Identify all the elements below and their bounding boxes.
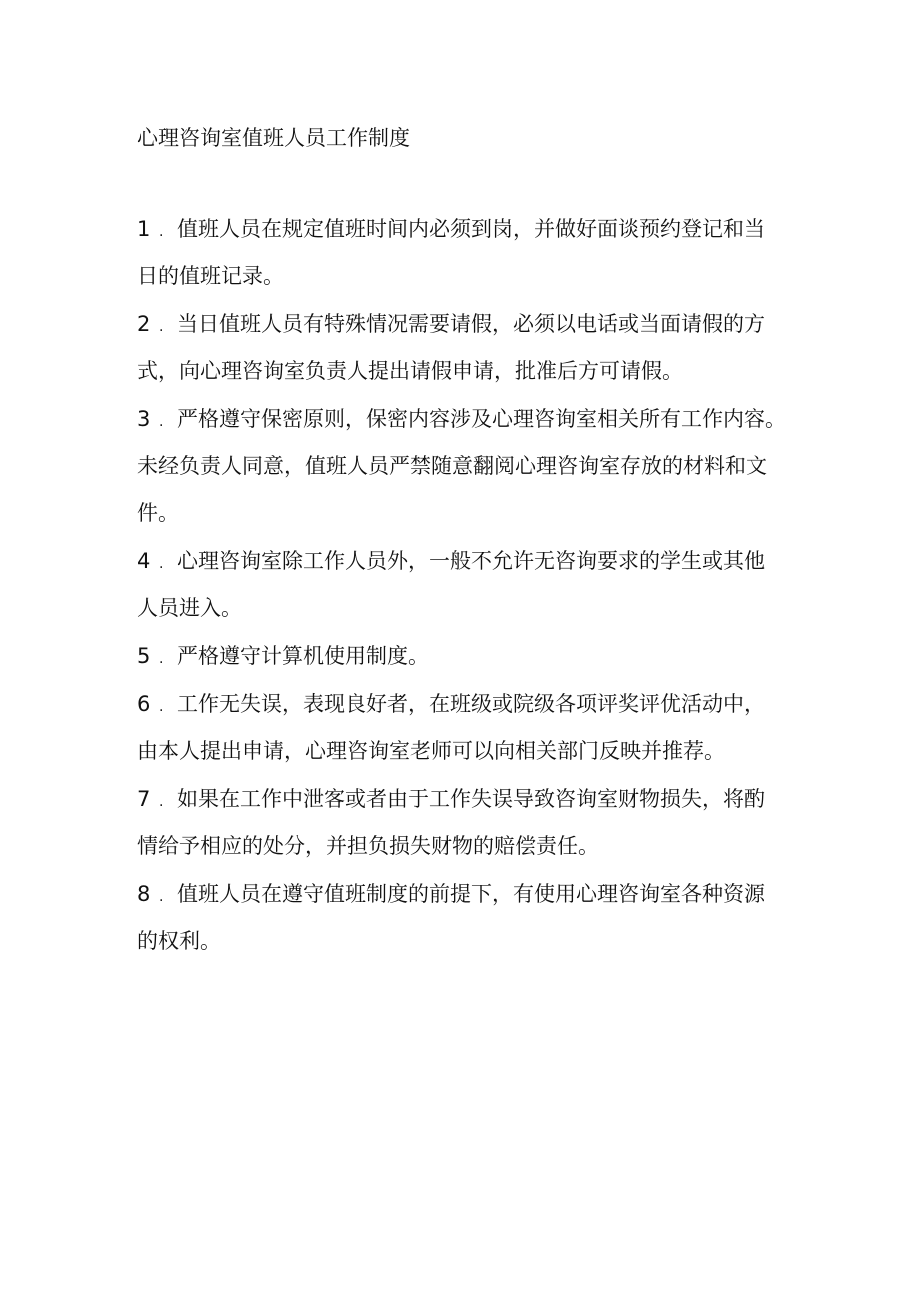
rule-number: 7 <box>137 787 151 811</box>
rule-text-line: 的权利。 <box>137 929 221 953</box>
rule-text-line: 由本人提出申请，心理咨询室老师可以向相关部门反映并推荐。 <box>137 739 725 763</box>
rule-number: 8 <box>137 882 151 906</box>
rule-item-5: 5 . 严格遵守计算机使用制度。 <box>137 637 817 675</box>
rule-text-line: 日的值班记录。 <box>137 264 284 288</box>
rule-text-line: 心理咨询室除工作人员外，一般不允许无咨询要求的学生或其他 <box>177 549 765 573</box>
document-title: 心理咨询室值班人员工作制度 <box>137 126 410 150</box>
rule-item-4: 4 . 心理咨询室除工作人员外，一般不允许无咨询要求的学生或其他 人员进入。 <box>137 542 817 627</box>
rule-text-line: 值班人员在规定值班时间内必须到岗，并做好面谈预约登记和当 <box>177 217 765 241</box>
rules-list <box>137 210 817 970</box>
rule-number: 2 <box>137 312 151 336</box>
rule-text-line: 如果在工作中泄客或者由于工作失误导致咨询室财物损失，将酌 <box>177 787 765 811</box>
rule-text-line: 值班人员在遵守值班制度的前提下，有使用心理咨询室各种资源 <box>177 882 765 906</box>
rule-text-line: 当日值班人员有特殊情况需要请假，必须以电话或当面请假的方 <box>177 312 765 336</box>
rule-item-3: 3 . 严格遵守保密原则，保密内容涉及心理咨询室相关所有工作内容。 未经负责人同意，值班人员严禁随意翻阅心理咨询室存放的材料和文 件。 <box>137 400 817 532</box>
rule-item-6: 6 . 工作无失误，表现良好者，在班级或院级各项评奖评优活动中， 由本人提出申请，心理咨询室老师可以向相关部门反映并推荐。 <box>137 685 817 770</box>
rule-text-line: 情给予相应的处分，并担负损失财物的赔偿责任。 <box>137 834 599 858</box>
rule-number: 5 <box>137 644 151 668</box>
rule-item-2: 2 . 当日值班人员有特殊情况需要请假，必须以电话或当面请假的方 式，向心理咨询室负责人提出请假申请，批准后方可请假。 <box>137 305 817 390</box>
rule-number: 4 <box>137 549 151 573</box>
rule-text-line: 人员进入。 <box>137 596 242 620</box>
rule-number: 1 <box>137 217 151 241</box>
rule-item-1: 1 . 值班人员在规定值班时间内必须到岗，并做好面谈预约登记和当 日的值班记录。 <box>137 210 817 295</box>
rule-number: 3 <box>137 407 151 431</box>
rule-text-line: 工作无失误，表现良好者，在班级或院级各项评奖评优活动中， <box>177 692 765 716</box>
rule-item-7: 7 . 如果在工作中泄客或者由于工作失误导致咨询室财物损失，将酌 情给予相应的处分，并担负损失财物的赔偿责任。 <box>137 780 817 865</box>
rule-text-line: 严格遵守计算机使用制度。 <box>177 644 429 668</box>
rule-text-line: 未经负责人同意，值班人员严禁随意翻阅心理咨询室存放的材料和文 <box>137 454 767 478</box>
rule-item-8: 8 . 值班人员在遵守值班制度的前提下，有使用心理咨询室各种资源 的权利。 <box>137 875 817 960</box>
rule-text-line: 严格遵守保密原则，保密内容涉及心理咨询室相关所有工作内容。 <box>177 407 786 431</box>
rule-text-line: 件。 <box>137 501 179 525</box>
rule-text-line: 式，向心理咨询室负责人提出请假申请，批准后方可请假。 <box>137 359 683 383</box>
rule-number: 6 <box>137 692 151 716</box>
